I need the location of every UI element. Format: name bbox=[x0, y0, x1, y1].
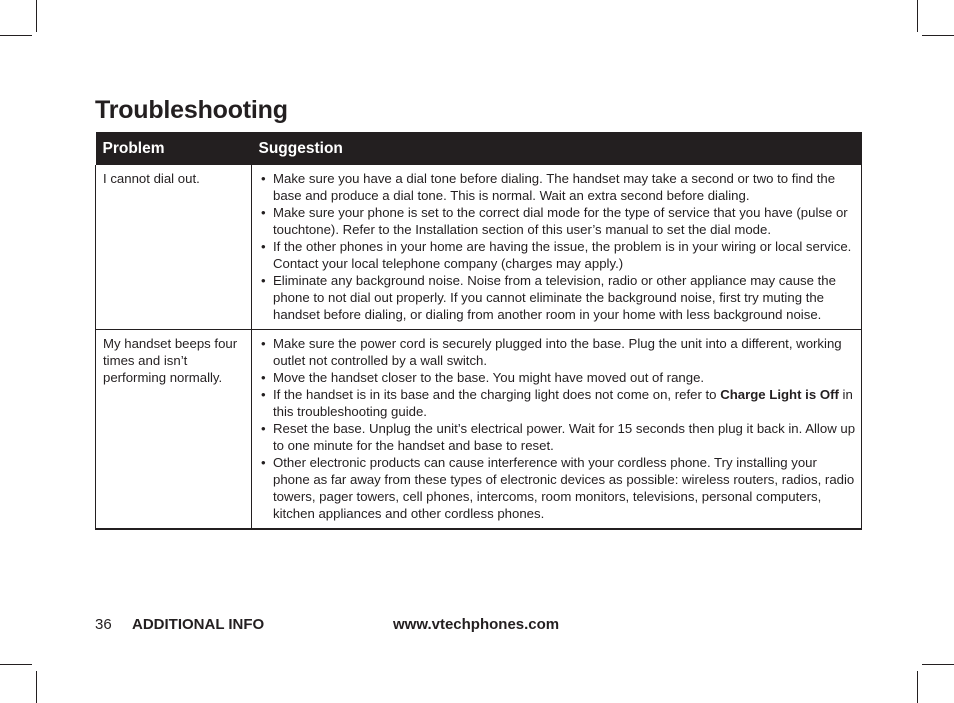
suggestion-text: If the handset is in its base and the charging light does not come on, refer to bbox=[273, 387, 721, 402]
page-title: Troubleshooting bbox=[95, 96, 288, 124]
troubleshooting-table bbox=[95, 132, 862, 530]
suggestion-cell bbox=[252, 165, 862, 330]
table-row bbox=[96, 165, 862, 330]
suggestion-item: • Make sure the power cord is securely plugged into the base. Plug the unit into a different, working outlet not controlled by a wall switch. bbox=[259, 335, 857, 369]
crop-mark bbox=[922, 35, 954, 36]
crop-mark bbox=[917, 671, 918, 703]
suggestion-item: • If the other phones in your home are having the issue, the problem is in your wiring or local service. Contact your local telephone company (charges may apply.) bbox=[259, 238, 857, 272]
crop-mark bbox=[922, 664, 954, 665]
header-problem: Problem bbox=[96, 132, 252, 165]
problem-cell: My handset beeps four times and isn’t performing normally. bbox=[96, 330, 252, 530]
suggestion-item: • Make sure your phone is set to the correct dial mode for the type of service that you have (pulse or touchtone). Refer to the Installation section of this user’s manual to set the dial mode. bbox=[259, 204, 857, 238]
suggestion-item bbox=[259, 386, 857, 420]
crop-mark bbox=[36, 671, 37, 703]
suggestion-cell bbox=[252, 330, 862, 530]
header-suggestion: Suggestion bbox=[252, 132, 862, 165]
cross-reference: Charge Light is Off bbox=[720, 387, 839, 402]
suggestion-list bbox=[259, 335, 857, 522]
section-name: ADDITIONAL INFO bbox=[132, 616, 265, 633]
table-row bbox=[96, 330, 862, 530]
crop-mark bbox=[917, 0, 918, 32]
suggestion-item: • Other electronic products can cause interference with your cordless phone. Try installing your phone as far away from these types of electronic devices as possible: wireless routers, radios, radio towers, pager towers, cell phones, intercoms, room monitors, televisions, personal computers, kitchen appliances and other cordless phones. bbox=[259, 454, 857, 522]
problem-cell: I cannot dial out. bbox=[96, 165, 252, 330]
website-link[interactable]: www.vtechphones.com bbox=[393, 616, 560, 633]
suggestion-item: • Reset the base. Unplug the unit’s electrical power. Wait for 15 seconds then plug it back in. Allow up to one minute for the handset and base to reset. bbox=[259, 420, 857, 454]
page-number: 36 bbox=[95, 616, 112, 633]
table-header-row bbox=[96, 132, 862, 165]
suggestion-text: in this troubleshooting guide. bbox=[273, 387, 853, 419]
crop-mark bbox=[0, 664, 32, 665]
suggestion-item: • Eliminate any background noise. Noise from a television, radio or other appliance may cause the phone to not dial out properly. If you cannot eliminate the background noise, first try muting the handset before dialing, or dialing from another room in your home with less background noise. bbox=[259, 272, 857, 323]
suggestion-item: • Move the handset closer to the base. You might have moved out of range. bbox=[259, 369, 857, 386]
crop-mark bbox=[36, 0, 37, 32]
suggestion-item: • Make sure you have a dial tone before dialing. The handset may take a second or two to find the base and produce a dial tone. This is normal. Wait an extra second before dialing. bbox=[259, 170, 857, 204]
crop-mark bbox=[0, 35, 32, 36]
suggestion-list bbox=[259, 170, 857, 323]
